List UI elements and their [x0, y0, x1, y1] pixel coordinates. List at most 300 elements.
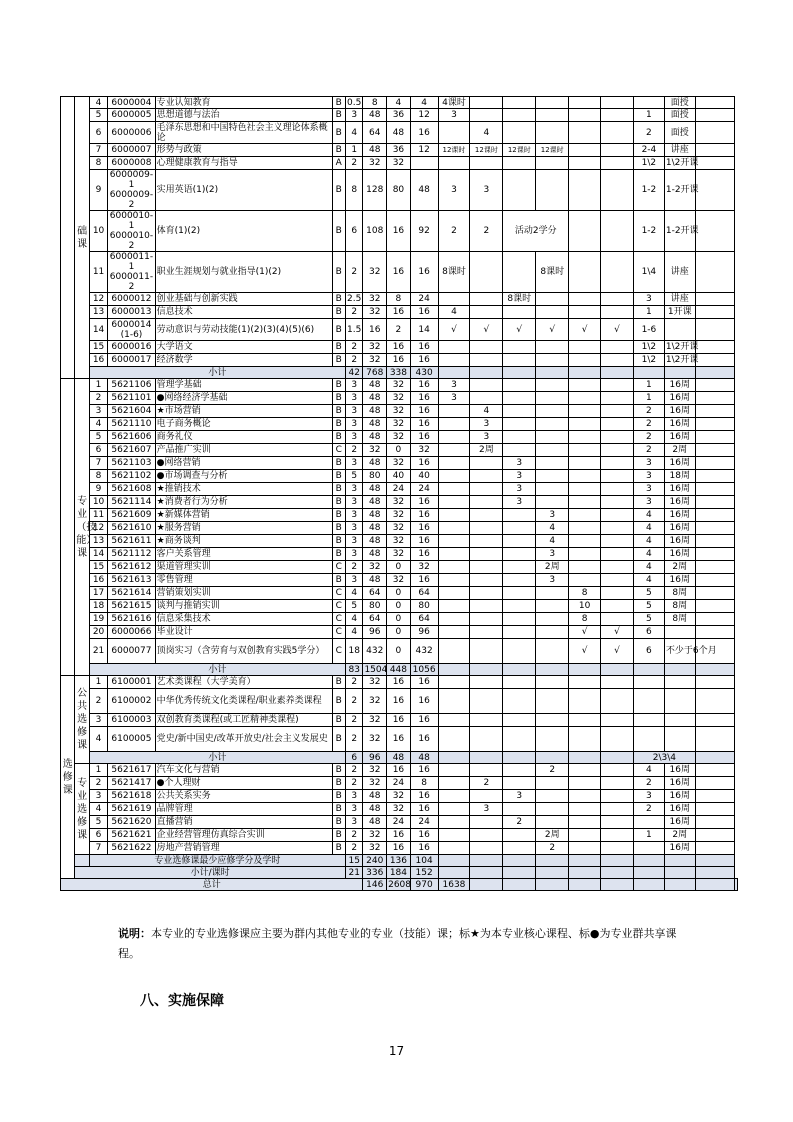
term-cell — [438, 639, 470, 664]
empty-cell — [569, 714, 601, 727]
term-cell — [438, 600, 470, 613]
term-cell — [438, 354, 470, 367]
term-cell: 2 — [470, 777, 503, 790]
term-cell: 3 — [470, 803, 503, 816]
course-name: 信息技术 — [155, 306, 332, 319]
term-cell — [438, 457, 470, 470]
term-cell — [536, 293, 569, 306]
total-hours: 64 — [363, 122, 387, 144]
term-cell — [569, 790, 601, 803]
teaching-method: 1-2开课 — [664, 170, 695, 211]
term-cell: 4 — [536, 522, 569, 535]
category-label: 础课 — [75, 97, 89, 379]
total-hours: 80 — [363, 470, 387, 483]
edge-cell — [695, 842, 734, 855]
empty-cell — [569, 676, 601, 689]
subtotal-theory: 48 — [387, 752, 411, 764]
term-cell — [503, 509, 536, 522]
credit: 2 — [345, 341, 362, 354]
term-cell — [601, 587, 634, 600]
table-row — [61, 790, 738, 803]
table-row — [61, 522, 738, 535]
row-number: 2 — [89, 777, 108, 790]
total-hours: 48 — [363, 418, 387, 431]
course-name: 公共关系实务 — [155, 790, 332, 803]
empty-cell — [633, 879, 664, 891]
term-offered: 1 — [633, 379, 664, 392]
course-type: B — [332, 211, 345, 252]
total-hours: 32 — [363, 829, 387, 842]
row-number: 6 — [89, 829, 108, 842]
term-cell — [470, 392, 503, 405]
term-cell — [503, 561, 536, 574]
course-name: ★服务营销 — [155, 522, 332, 535]
term-cell: 2周 — [536, 829, 569, 842]
empty-cell — [664, 855, 695, 867]
course-code: 5621616 — [108, 613, 155, 626]
edge-cell — [695, 170, 734, 211]
term-cell — [601, 764, 634, 777]
table-row — [61, 867, 738, 879]
credit: 2.5 — [347, 294, 362, 304]
total-hours: 432 — [363, 639, 387, 664]
term-cell — [438, 496, 470, 509]
term-cell — [569, 392, 601, 405]
table-row — [61, 764, 738, 777]
theory-hours: 32 — [387, 790, 411, 803]
empty-cell — [633, 727, 664, 752]
course-code: 6000077 — [108, 639, 155, 664]
term-cell — [470, 587, 503, 600]
course-code: 6000009-1 6000009-2 — [109, 170, 154, 210]
table-row — [61, 777, 738, 790]
empty-cell — [438, 689, 470, 714]
row-number: 6 — [89, 122, 108, 144]
subtotal-hours: 96 — [363, 752, 387, 764]
table-row — [61, 727, 738, 752]
practice-hours: 40 — [410, 470, 438, 483]
edge-cell — [695, 816, 734, 829]
course-type: B — [332, 535, 345, 548]
term-cell — [601, 392, 634, 405]
term-cell — [536, 626, 569, 639]
course-code: 5621610 — [108, 522, 155, 535]
course-name: ●网络营销 — [155, 457, 332, 470]
term-cell — [503, 613, 536, 626]
edge-cell — [695, 470, 734, 483]
course-code: 5621617 — [108, 764, 155, 777]
teaching-method: 2周 — [664, 561, 695, 574]
theory-hours: 32 — [387, 548, 411, 561]
subtotal-hours: 1504 — [364, 664, 388, 675]
course-type: C — [332, 587, 345, 600]
term-cell — [536, 790, 569, 803]
course-type: B — [332, 306, 345, 319]
term-offered: 1\2 — [633, 341, 664, 354]
row-number: 14 — [89, 319, 108, 341]
term-cell — [536, 457, 569, 470]
edge-cell — [695, 626, 734, 639]
term-cell: 3 — [503, 470, 536, 483]
total-hours: 48 — [363, 535, 387, 548]
course-type: B — [332, 509, 345, 522]
practice-hours: 16 — [410, 727, 438, 752]
table-row — [61, 587, 738, 600]
term-cell: 4 — [470, 405, 503, 418]
term-cell — [503, 587, 536, 600]
term-offered: 5 — [633, 600, 664, 613]
term-cell — [601, 170, 634, 211]
credit: 2 — [345, 777, 362, 790]
edge-cell — [695, 574, 734, 587]
teaching-method — [664, 626, 695, 639]
total-hours: 48 — [363, 392, 387, 405]
credit: 3 — [345, 535, 362, 548]
term-cell — [601, 144, 634, 157]
empty-cell — [569, 855, 601, 867]
course-type: B — [332, 496, 345, 509]
term-cell — [569, 470, 601, 483]
teaching-method: 16周 — [664, 457, 695, 470]
term-cell — [536, 613, 569, 626]
term-cell — [470, 306, 503, 319]
credit: 2 — [345, 252, 362, 293]
total-hours: 32 — [363, 157, 387, 170]
teaching-method: 18周 — [664, 470, 695, 483]
table-row — [61, 379, 738, 392]
term-cell — [569, 803, 601, 816]
practice-hours: 8 — [410, 777, 438, 790]
table-row — [61, 483, 738, 496]
term-offered: 1 — [633, 829, 664, 842]
empty-cell — [569, 752, 601, 764]
term-cell: 2周 — [470, 444, 503, 457]
term-cell — [470, 561, 503, 574]
term-cell: √ — [569, 626, 601, 639]
edge-cell — [695, 600, 734, 613]
course-name: 职业生涯规划与就业指导(1)(2) — [155, 252, 332, 293]
table-row — [61, 252, 738, 293]
term-offered: 5 — [633, 587, 664, 600]
term-cell: √ — [438, 319, 470, 341]
term-cell — [503, 306, 536, 319]
teaching-method: 16周 — [664, 790, 695, 803]
professional-elective-label: 专业选修课 — [75, 764, 89, 855]
row-number: 1 — [89, 764, 108, 777]
empty-cell — [695, 879, 734, 891]
total-hours: 48 — [363, 522, 387, 535]
course-name: ★消费者行为分析 — [155, 496, 332, 509]
course-type: B — [332, 418, 345, 431]
empty-cell — [536, 727, 569, 752]
term-cell — [536, 341, 569, 354]
term-cell — [438, 522, 470, 535]
term-cell — [503, 341, 536, 354]
term-cell — [601, 379, 634, 392]
empty-cell — [470, 689, 503, 714]
course-code: 6000066 — [108, 626, 155, 639]
term-offered: 3 — [633, 457, 664, 470]
practice-hours: 16 — [410, 405, 438, 418]
course-type: B — [332, 803, 345, 816]
teaching-method: 16周 — [664, 803, 695, 816]
teaching-method: 面授 — [664, 122, 695, 144]
course-type: C — [332, 600, 345, 613]
teaching-method: 2周 — [664, 829, 695, 842]
edge-cell — [695, 496, 734, 509]
teaching-method: 讲座 — [664, 293, 695, 306]
term-cell — [569, 548, 601, 561]
edge-cell — [695, 405, 734, 418]
row-number: 10 — [89, 211, 108, 252]
course-type: B — [332, 816, 345, 829]
empty-cell — [503, 689, 536, 714]
table-row — [61, 574, 738, 587]
practice-hours: 16 — [410, 803, 438, 816]
term-cell: 12课时 — [438, 144, 470, 157]
edge-cell — [695, 522, 734, 535]
row-number: 12 — [89, 522, 108, 535]
term-cell: 12课时 — [503, 144, 536, 157]
term-cell — [438, 842, 470, 855]
course-name: 顶岗实习（含劳育与双创教育实践5学分） — [155, 639, 332, 664]
term-cell — [536, 392, 569, 405]
total-hours: 64 — [363, 613, 387, 626]
practice-hours: 24 — [410, 816, 438, 829]
course-code: 6000004 — [108, 97, 155, 109]
edge-cell — [695, 829, 734, 842]
term-cell — [503, 842, 536, 855]
term-offered: 1\2 — [633, 354, 664, 367]
edge-cell — [695, 777, 734, 790]
table-row — [61, 97, 738, 109]
credit: 3 — [345, 803, 362, 816]
empty-cell — [664, 676, 695, 689]
credit: 3 — [345, 392, 362, 405]
term-cell — [601, 535, 634, 548]
row-number: 4 — [89, 418, 108, 431]
theory-hours: 32 — [387, 405, 411, 418]
total-hours: 48 — [363, 431, 387, 444]
term-offered: 2 — [633, 418, 664, 431]
row-number: 18 — [89, 600, 108, 613]
course-code: 5621608 — [108, 483, 155, 496]
term-cell — [569, 293, 601, 306]
term-cell — [503, 444, 536, 457]
practice-hours: 96 — [410, 626, 438, 639]
teaching-method: 8周 — [664, 587, 695, 600]
practice-hours: 16 — [410, 496, 438, 509]
empty-cell — [503, 752, 536, 764]
term-cell — [470, 639, 503, 664]
course-code: 5621614 — [108, 587, 155, 600]
course-type: C — [332, 613, 345, 626]
practice-hours: 16 — [410, 457, 438, 470]
theory-hours: 8 — [387, 293, 411, 306]
term-cell — [438, 816, 470, 829]
empty-cell — [569, 367, 601, 379]
course-name: 电子商务概论 — [155, 418, 332, 431]
term-cell — [470, 535, 503, 548]
row-number: 13 — [89, 306, 108, 319]
term-cell — [438, 561, 470, 574]
term-cell — [569, 122, 601, 144]
theory-hours: 16 — [387, 211, 411, 252]
term-offered: 3 — [633, 470, 664, 483]
table-row — [61, 306, 738, 319]
row-number: 8 — [89, 157, 108, 170]
teaching-method: 1\2开课 — [665, 158, 699, 168]
term-cell — [470, 509, 503, 522]
table-row — [61, 293, 738, 306]
term-cell — [470, 790, 503, 803]
table-row — [61, 535, 738, 548]
empty-cell — [569, 879, 601, 891]
term-cell: √ — [601, 626, 634, 639]
total-hours: 48 — [363, 803, 387, 816]
course-code: 6100002 — [108, 689, 155, 714]
theory-hours: 0 — [387, 600, 411, 613]
empty-cell — [695, 855, 734, 867]
term-cell — [569, 764, 601, 777]
term-cell — [601, 405, 634, 418]
theory-hours: 36 — [387, 144, 411, 157]
total-hours: 48 — [363, 790, 387, 803]
term-cell — [470, 293, 503, 306]
empty-cell — [633, 676, 664, 689]
term-cell — [569, 496, 601, 509]
term-cell: 4课时 — [438, 97, 470, 109]
teaching-method: 1开课 — [664, 306, 695, 319]
term-cell — [438, 418, 470, 431]
theory-hours: 0 — [387, 587, 411, 600]
min-practice: 104 — [410, 855, 438, 867]
credit: 1 — [345, 144, 362, 157]
term-cell — [601, 109, 634, 122]
term-cell: √ — [470, 319, 503, 341]
empty-cell — [503, 855, 536, 867]
practice-hours: 64 — [410, 587, 438, 600]
empty-cell — [664, 727, 695, 752]
course-type: B — [332, 764, 345, 777]
practice-hours: 16 — [410, 522, 438, 535]
total-practice: 1638 — [438, 879, 470, 891]
course-name: 零售管理 — [155, 574, 332, 587]
row-number: 4 — [89, 803, 108, 816]
term-cell — [536, 470, 569, 483]
table-row — [61, 879, 738, 891]
course-code: 5621622 — [108, 842, 155, 855]
term-cell — [438, 431, 470, 444]
empty-cell — [536, 879, 569, 891]
subtotal-practice: 430 — [410, 367, 438, 379]
course-name: 实用英语(1)(2) — [155, 170, 332, 211]
course-name: 艺术类课程（大学美育） — [155, 676, 332, 689]
row-number: 14 — [89, 548, 108, 561]
term-cell — [470, 816, 503, 829]
empty-cell — [503, 727, 536, 752]
term-cell — [470, 483, 503, 496]
subtotal-practice: 152 — [410, 867, 438, 879]
term-cell — [569, 431, 601, 444]
term-cell — [536, 803, 569, 816]
term-cell — [470, 341, 503, 354]
section-heading: 八、实施保障 — [140, 993, 224, 1009]
term-cell: 4 — [536, 535, 569, 548]
empty-cell — [438, 367, 470, 379]
edge-cell — [695, 157, 734, 170]
credit: 4 — [345, 626, 362, 639]
empty-cell — [503, 714, 536, 727]
term-cell — [503, 97, 536, 109]
min-hours: 240 — [363, 855, 387, 867]
course-name: 管理学基础 — [155, 379, 332, 392]
edge-cell — [695, 613, 734, 626]
row-number: 16 — [89, 574, 108, 587]
teaching-method — [664, 319, 695, 341]
table-row — [61, 600, 738, 613]
term-cell — [503, 600, 536, 613]
term-cell — [569, 444, 601, 457]
table-row — [61, 496, 738, 509]
subtotal-credit: 21 — [345, 867, 362, 879]
edge-cell — [695, 444, 734, 457]
theory-hours: 16 — [387, 676, 411, 689]
term-cell: 3 — [503, 483, 536, 496]
empty-cell — [438, 752, 470, 764]
course-type: B — [332, 689, 345, 714]
term-cell: 3 — [503, 790, 536, 803]
term-cell: 3 — [536, 574, 569, 587]
practice-hours: 16 — [410, 714, 438, 727]
term-cell: 10 — [569, 600, 601, 613]
total-hours: 16 — [363, 319, 387, 341]
course-type: B — [332, 252, 345, 293]
practice-hours: 12 — [410, 109, 438, 122]
subtotal-label: 小计 — [89, 752, 345, 764]
empty-cell — [536, 752, 569, 764]
course-code: 6000016 — [108, 341, 155, 354]
credit: 5 — [345, 600, 362, 613]
term-cell — [601, 829, 634, 842]
course-name: 毕业设计 — [155, 626, 332, 639]
course-name: 党史/新中国史/改革开放史/社会主义发展史 — [155, 727, 332, 752]
teaching-method: 16周 — [664, 379, 695, 392]
course-code: 5621606 — [108, 431, 155, 444]
term-cell — [503, 535, 536, 548]
row-number: 13 — [89, 535, 108, 548]
course-name: 汽车文化与营销 — [155, 764, 332, 777]
term-cell — [503, 639, 536, 664]
course-code: 5621609 — [108, 509, 155, 522]
term-cell — [438, 157, 470, 170]
table-row — [61, 816, 738, 829]
empty-cell — [75, 855, 89, 867]
row-number: 11 — [89, 252, 108, 293]
theory-hours: 16 — [387, 354, 411, 367]
term-offered: 4 — [633, 548, 664, 561]
term-cell — [438, 626, 470, 639]
empty-cell — [601, 676, 634, 689]
empty-cell — [536, 714, 569, 727]
term-cell: 3 — [438, 170, 470, 211]
row-number: 4 — [89, 97, 108, 109]
term-cell — [569, 109, 601, 122]
total-hours: 32 — [363, 293, 387, 306]
total-hours: 32 — [363, 252, 387, 293]
total-hours: 48 — [363, 457, 387, 470]
table-row — [61, 392, 738, 405]
